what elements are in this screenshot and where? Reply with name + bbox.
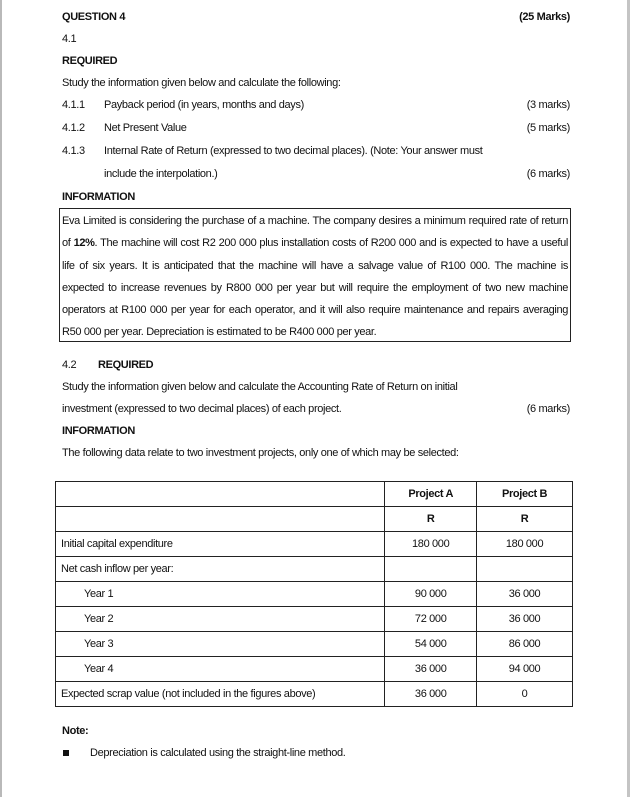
table-intro: The following data relate to two investment projects, only one of which may be selected: xyxy=(62,447,459,459)
item-text: Internal Rate of Return (expressed to two decimal places). (Note: Your answer must xyxy=(104,145,483,157)
page-edge-left xyxy=(0,0,2,797)
table-row xyxy=(56,607,573,632)
row-label: Year 4 xyxy=(56,657,385,682)
project-b-value xyxy=(477,557,573,582)
info-text: Eva Limited is considering the purchase of a machine. The company desires a minimum required rate of return of xyxy=(62,215,568,250)
row-label: Net cash inflow per year: xyxy=(56,557,385,582)
info-text: . The machine will cost R2 200 000 plus installation costs of R200 000 and is expected to have a useful life of six years. It is anticipated that the machine will have a salvage value of R100 000. The machine is expected to increase revenues by R800 000 per year but will require the employment of two new machine operators at R100 000 per year for each operator, and it will also require maintenance and repairs averaging R50 000 per year. Depreciation is estimated to be R400 000 per year. xyxy=(62,237,568,339)
row-label: Expected scrap value (not included in the figures above) xyxy=(56,682,385,707)
project-a-value xyxy=(385,557,477,582)
header-project-b: Project B xyxy=(477,482,573,507)
project-b-value: 94 000 xyxy=(477,657,573,682)
item-number: 4.1.2 xyxy=(62,122,85,134)
required-rate: 12% xyxy=(73,237,95,250)
item-number: 4.1.1 xyxy=(62,99,85,111)
item-number: 4.1.3 xyxy=(62,145,85,157)
required-heading: REQUIRED xyxy=(98,359,154,371)
table-units-row xyxy=(56,507,573,532)
required-heading: REQUIRED xyxy=(62,55,118,67)
information-heading: INFORMATION xyxy=(62,425,135,437)
section-number: 4.1 xyxy=(62,33,77,45)
note-item: Depreciation is calculated using the straight-line method. xyxy=(90,747,346,759)
unit-project-a: R xyxy=(385,507,477,532)
item-marks: (6 marks) xyxy=(526,403,570,415)
item-text: Payback period (in years, months and days) xyxy=(104,99,304,111)
project-b-value: 36 000 xyxy=(477,582,573,607)
project-a-value: 90 000 xyxy=(385,582,477,607)
project-b-value: 36 000 xyxy=(477,607,573,632)
information-heading: INFORMATION xyxy=(62,191,135,203)
table-row xyxy=(56,682,573,707)
note-heading: Note: xyxy=(62,725,89,737)
row-label: Year 2 xyxy=(56,607,385,632)
header-cell xyxy=(56,482,385,507)
unit-cell xyxy=(56,507,385,532)
project-b-value: 180 000 xyxy=(477,532,573,557)
project-a-value: 180 000 xyxy=(385,532,477,557)
project-a-value: 72 000 xyxy=(385,607,477,632)
question-title: QUESTION 4 xyxy=(62,11,126,23)
item-text: Net Present Value xyxy=(104,122,187,134)
question-marks: (25 Marks) xyxy=(519,11,570,23)
item-text-continued: include the interpolation.) xyxy=(104,168,218,180)
project-a-value: 36 000 xyxy=(385,682,477,707)
projects-table xyxy=(55,481,573,707)
project-a-value: 36 000 xyxy=(385,657,477,682)
table-header-row xyxy=(56,482,573,507)
table-row xyxy=(56,632,573,657)
table-row xyxy=(56,582,573,607)
table-row xyxy=(56,657,573,682)
item-marks: (6 marks) xyxy=(526,168,570,180)
project-b-value: 0 xyxy=(477,682,573,707)
instructions: Study the information given below and calculate the Accounting Rate of Return on initial xyxy=(62,381,458,393)
row-label: Initial capital expenditure xyxy=(56,532,385,557)
table-row xyxy=(56,532,573,557)
instructions: Study the information given below and calculate the following: xyxy=(62,77,341,89)
row-label: Year 1 xyxy=(56,582,385,607)
header-project-a: Project A xyxy=(385,482,477,507)
information-box xyxy=(59,208,571,342)
item-marks: (3 marks) xyxy=(526,99,570,111)
bullet-icon xyxy=(63,750,69,756)
unit-project-b: R xyxy=(477,507,573,532)
project-b-value: 86 000 xyxy=(477,632,573,657)
item-marks: (5 marks) xyxy=(526,122,570,134)
row-label: Year 3 xyxy=(56,632,385,657)
table-row xyxy=(56,557,573,582)
project-a-value: 54 000 xyxy=(385,632,477,657)
section-number: 4.2 xyxy=(62,359,77,371)
instructions-continued: investment (expressed to two decimal places) of each project. xyxy=(62,403,342,415)
